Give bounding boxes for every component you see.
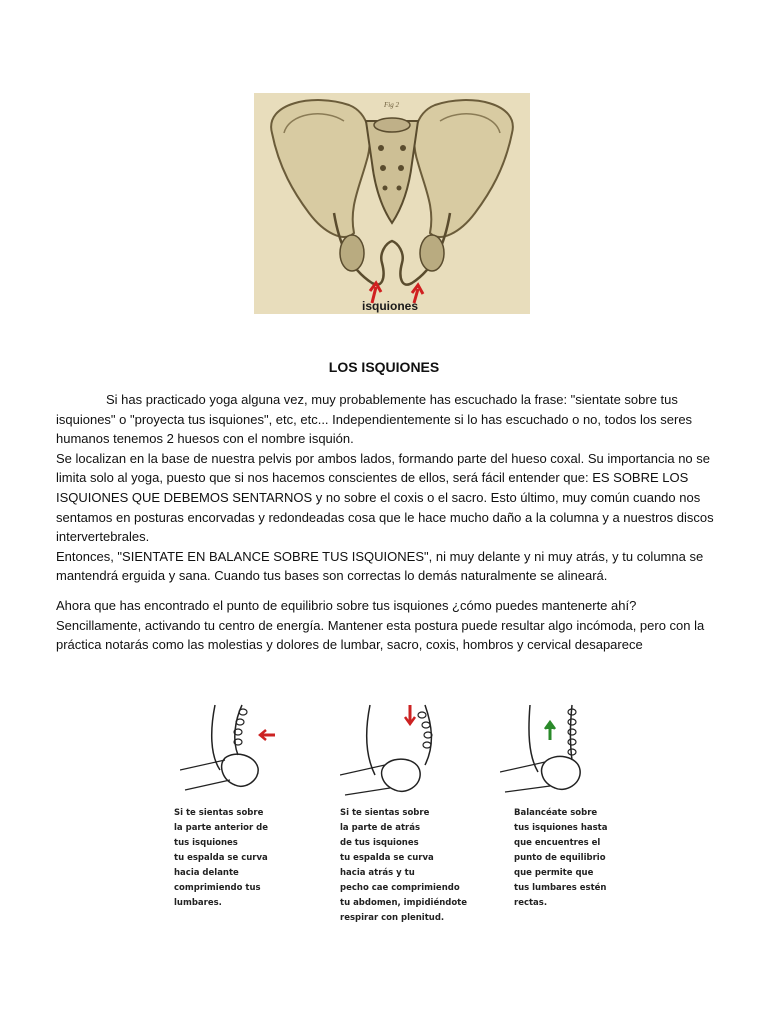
fig-label: Fig 2 — [384, 101, 399, 109]
isquiones-label: isquiones — [362, 299, 419, 313]
pelvis-image — [254, 93, 530, 314]
caption-balanced: Balancéate sobre tus isquiones hasta que encuentres el punto de equilibrio que permite que tus lumbares estén rectas. — [514, 808, 608, 908]
paragraph-maintain: Ahora que has encontrado el punto de equilibrio sobre tus isquiones ¿cómo puedes mantenerte ahí? Sencillamente, activando tu centro de energía. Mantener esta postura puede resultar algo incómoda, pero con la práctica notarás como las molestias y dolores de lumbar, sacro, coxis, hombros y cervical desaparece — [56, 598, 705, 653]
caption-back: Si te sientas sobre la parte de atrás de tus isquiones tu espalda se curva hacia atrás y tu pecho cae comprimiendo tu abdomen, impidiéndote respirar con plenitud. — [340, 808, 468, 923]
paragraph-balance: Entonces, "SIENTATE EN BALANCE SOBRE TUS ISQUIONES", ni muy delante y ni muy atrás, y tu columna se mantendrá erguida y sana. Cuando tus bases son correctas lo demás naturalmente se alineará. — [56, 548, 704, 584]
posture-illustration-back — [340, 700, 450, 800]
paragraph-intro: Si has practicado yoga alguna vez, muy probablemente has escuchado la frase: "sientate sobre tus isquiones" o "proyecta tus isquiones", etc, etc... Independientemente si lo has escuchado o no, todos los seres humanos tenemos 2 huesos con el nombre isquión. — [56, 392, 693, 447]
page-title: LOS ISQUIONES — [328, 359, 440, 375]
paragraph-location: Se localizan en la base de nuestra pelvis por ambos lados, formando parte del hueso coxal. Su importancia no se limita solo al yoga, puesto que si nos hacemos conscientes de ellos, será fácil entender que: ES SOBRE LOS ISQUIONES QUE DEBEMOS SENTARNOS y no sobre el coxis o el sacro. Esto último, muy común cuando nos sentamos en posturas encorvadas y redondeadas cosa que le hace mucho daño a la columna y a nuestros discos intervertebrales. — [56, 450, 714, 545]
body-text — [56, 390, 716, 586]
pelvis-illustration — [254, 93, 530, 314]
caption-front: Si te sientas sobre la parte anterior de tus isquiones tu espalda se curva hacia delante comprimiendo tus lumbares. — [174, 808, 268, 908]
posture-illustration-front — [180, 700, 290, 800]
posture-illustration-balanced — [500, 700, 610, 800]
body-text-2 — [56, 596, 716, 655]
